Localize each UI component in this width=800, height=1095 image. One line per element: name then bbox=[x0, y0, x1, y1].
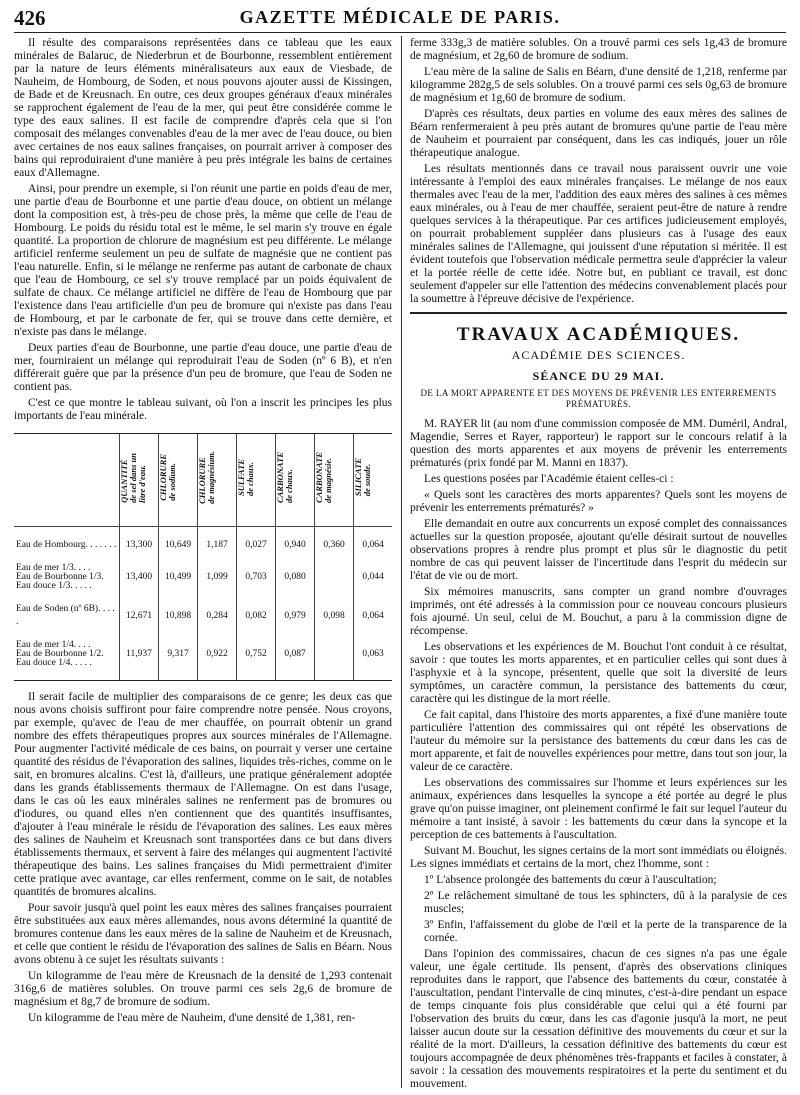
paragraph: Il résulte des comparaisons représentées dans ce tableau que les eaux minérales de Balaruc, de Niederbrun et de Bourbonne, ressemblent entièrement par la nature de leurs éléments minéralisateurs aux eaux de Viesbade, de Nauheim, de Hombourg, de Soden, et nous pouvons ajouter aussi de Kissingen, de Bade et de Kreusnach. En outre, ces deux groupes généraux d'eaux minérales se rapprochent également de l'eau de la mer, qui peut être considérée comme le type des eaux salines. Il est facile de comprendre d'après cela que si l'on composait des mélanges convenables d'eau de la mer avec de l'eau douce, ou bien avec certaines de nos eaux salines françaises, on pourrait arriver à composer des bains qui reproduiraient d'une manière à peu près intégrale les bains de certaines eaux d'Allemagne. bbox=[14, 37, 392, 179]
paragraph: C'est ce que montre le tableau suivant, où l'on a inscrit les principes les plus importants de l'eau minérale. bbox=[14, 397, 392, 422]
column-header bbox=[276, 434, 315, 527]
paragraph: Elle demandait en outre aux concurrents un exposé complet des connaissances actuelles sur la question proposée, ajoutant qu'elle désirait surtout de nouvelles observations propres à rendre plus prompt et plus sûr le diagnostic du petit nombre de cas qui peuvent laisser de l'incertitude dans l'esprit du médecin sur l'état de vie ou de mort. bbox=[410, 518, 787, 582]
table-cell: 0,284 bbox=[198, 603, 237, 629]
column-header bbox=[354, 434, 393, 527]
table-cell: 13,300 bbox=[120, 539, 159, 552]
column-header-text: CHLORURE de magnésium. bbox=[197, 451, 216, 504]
paragraph: D'après ces résultats, deux parties en volume des eaux mères des salines de Béarn renfermeraient à peu près autant de bromures qu'une partie de l'eau mère de Nauheim et pourraient par conséquent, dans les cas indiqués, jouer un rôle thérapeutique analogue. bbox=[410, 108, 787, 159]
table-cell: 0,940 bbox=[276, 539, 315, 552]
paragraph: Six mémoires manuscrits, sans compter un grand nombre d'ouvrages imprimés, ont été adressés à la commission pour ce nouveau concours plusieurs fois ajourné. Un seul, celui de M. Bouchut, a paru à la commission digne de récompense. bbox=[410, 586, 787, 637]
table-spacer bbox=[14, 668, 392, 680]
paragraph: Dans l'opinion des commissaires, chacun de ces signes n'a pas une égale valeur, une égale certitude. Ils pensent, d'après des observations cliniques reproduites dans le rapport, que l'absence des battements du cœur, constatée à l'auscultation, pendant l'intervalle de cinq minutes, c'est-à-dire pendant un espace de temps cinquante fois plus considérable que celui qui a été fourni par l'observation des bruits du cœur, dans les cas d'agonie jusqu'à la mort, ne peut laisser aucun doute sur la cessation définitive des mouvements du cœur et sur la réalité de la mort. D'ailleurs, la cessation définitive des battements du cœur est toujours accompagnée de deux phénomènes très-frappants et faciles à constater, à savoir : la cessation des mouvements respiratoires et la perte du sentiment et du mouvement. bbox=[410, 948, 787, 1090]
table-cell: 10,898 bbox=[159, 603, 198, 629]
table-row bbox=[14, 641, 392, 668]
paragraph: Il serait facile de multiplier des comparaisons de ce genre; les deux cas que nous avons choisis suffiront pour faire comprendre notre pensée. Nous croyons, par exemple, qu'avec de l'eau de mer chauffée, on pourrait obtenir un grand nombre des effets thérapeutiques propres aux sources minérales de l'Allemagne. Pour augmenter l'activité médicale de ces bains, on pourrait y verser une certaine quantité des résidus de l'évaporation des salines, liquides très-riches, comme on le sait, en bromures alcalins. C'est là, d'ailleurs, une pratique généralement adoptée dans les grands établissements thermaux de l'Allemagne. On est dans l'usage, dans le cas où les eaux minérales salines ne renferment pas de bromures ou d'iodures, ou quand elles n'en contiennent que des quantités insuffisantes, d'ajouter à l'eau minérale le résidu de l'évaporation des salines. Les eaux mères des salines de Nauheim et Kreusnach sont transportées dans ce but dans divers établissements thermaux, et servent à faire des mélanges qui augmentent l'activité thérapeutique des bains. Les salines françaises du Midi permettraient d'imiter cette pratique avec avantage, car elles renferment, comme on le sait, de notables quantités de bromures alcalins. bbox=[14, 691, 392, 898]
table-corner bbox=[14, 434, 120, 527]
row-label bbox=[14, 564, 120, 591]
row-label-line: Eau de Bourbonne 1/2. bbox=[16, 649, 104, 659]
table-cell: 0,027 bbox=[237, 539, 276, 552]
table-cell: 1,187 bbox=[198, 539, 237, 552]
session-date: SÉANCE DU 29 MAI. bbox=[532, 369, 665, 383]
column-header bbox=[120, 434, 159, 527]
table-row bbox=[14, 564, 392, 591]
row-label-line: Eau douce 1/4. . . . . bbox=[16, 658, 92, 668]
table-cell: 9,317 bbox=[159, 641, 198, 668]
table-row bbox=[14, 603, 392, 629]
table-cell: 0,064 bbox=[354, 539, 393, 552]
section-title: TRAVAUX ACADÉMIQUES. bbox=[456, 324, 741, 345]
table-cell: 11,937 bbox=[120, 641, 159, 668]
paragraph: Un kilogramme de l'eau mère de Kreusnach de la densité de 1,293 contenait 316g,6 de matières solubles. On trouve parmi ces sels 2g,6 de bromure de magnésium et 8g,7 de bromure de sodium. bbox=[14, 970, 392, 1008]
table-spacer bbox=[14, 591, 392, 603]
list-item: 2º Le relâchement simultané de tous les sphincters, dû à la paralysie de ces muscles; bbox=[424, 890, 787, 915]
paragraph: ferme 333g,3 de matière solubles. On a trouvé parmi ces sels 1g,43 de bromure de magnésium, et 2g,60 de bromure de sodium. bbox=[410, 37, 787, 62]
row-label: Eau de Hombourg. . . . . . . bbox=[16, 540, 117, 550]
table-cell: 10,499 bbox=[159, 564, 198, 591]
table-cell: 0,703 bbox=[237, 564, 276, 591]
table-cell: 12,671 bbox=[120, 603, 159, 629]
paragraph: Les questions posées par l'Académie étaient celles-ci : bbox=[424, 473, 674, 485]
table-cell: 0,087 bbox=[276, 641, 315, 668]
paragraph: Deux parties d'eau de Bourbonne, une partie d'eau douce, une partie d'eau de mer, fourniraient un mélange qui reproduirait l'eau de Soden (nº 6 B), et n'en différerait guère que par la présence d'un peu de bromure, que l'eau de Soden ne contient pas. bbox=[14, 342, 392, 393]
column-divider bbox=[401, 36, 402, 1088]
row-label bbox=[14, 641, 120, 668]
table-cell: 0,098 bbox=[315, 603, 354, 629]
column-header-text: CARBONATE de magnésie. bbox=[314, 451, 333, 504]
paragraph: « Quels sont les caractères des morts apparentes? Quels sont les moyens de prévenir les enterrements prématurés? » bbox=[410, 489, 787, 514]
table-cell: 0,752 bbox=[237, 641, 276, 668]
table-spacer bbox=[14, 527, 392, 540]
column-header bbox=[159, 434, 198, 527]
row-label-line: Eau douce 1/3. . . . . bbox=[16, 581, 92, 591]
table-cell: 0,979 bbox=[276, 603, 315, 629]
list-item: 1º L'absence prolongée des battements du cœur à l'auscultation; bbox=[424, 874, 717, 886]
row-label-line: Eau de mer 1/3. . . . bbox=[16, 563, 91, 573]
table-cell bbox=[315, 641, 354, 668]
right-column bbox=[410, 37, 787, 1094]
academy-heading: ACADÉMIE DES SCIENCES. bbox=[511, 348, 686, 362]
table-cell bbox=[315, 564, 354, 591]
paragraph: Ce fait capital, dans l'histoire des morts apparentes, a fixé d'une manière toute particulière l'attention des commissaires qui ont répété les observations de l'auteur du mémoire sur la persistance des battements du cœur dans les cas de mort apparente, et fait de nouvelles expériences pour mettre, dans tout son jour, la valeur de ce caractère. bbox=[410, 709, 787, 773]
list-item: 3º Enfin, l'affaissement du globe de l'œil et la perte de la transparence de la cornée. bbox=[424, 919, 787, 944]
page-number: 426 bbox=[14, 6, 46, 30]
table-cell: 0,064 bbox=[354, 603, 393, 629]
table-cell: 0,360 bbox=[315, 539, 354, 552]
table-cell: 0,082 bbox=[237, 603, 276, 629]
table-cell: 0,044 bbox=[354, 564, 393, 591]
column-header bbox=[315, 434, 354, 527]
paragraph: Les observations et les expériences de M. Bouchut l'ont conduit à ce résultat, savoir : que toutes les morts apparentes, et en particulier celles qui sont dues à l'asphyxie et à la syncope, présentent, quelle que soit la diversité de leurs symptômes, un caractère commun, la persistance des battements du cœur, caractère qui les distingue de la mort réelle. bbox=[410, 641, 787, 705]
paragraph: Les résultats mentionnés dans ce travail nous paraissent ouvrir une voie intéressante à l'emploi des eaux minérales françaises. Le mélange de nos eaux thermales avec l'eau de la mer, l'addition des eaux mères des salines à ces mêmes eaux minérales, ou à l'eau de mer chauffée, seraient peut-être de nature à rendre quelques services à la thérapeutique. Par ces artifices judicieusement employés, on pourrait probablement suppléer dans plusieurs cas à l'usage des eaux minérales salines de l'Allemagne, qui jouissent d'une réputation si méritée. Il est évident toutefois que l'observation médicale permettra seule d'apprécier la valeur et la portée réelle de cette idée. Notre but, en publiant ce travail, est donc seulement d'appeler sur elle l'attention des médecins convenablement placés pour la soumettre à l'épreuve décisive de l'expérience. bbox=[410, 163, 787, 305]
row-label-line: Eau de mer 1/4. . . . bbox=[16, 640, 91, 650]
topic-heading: DE LA MORT APPARENTE ET DES MOYENS DE PRÉVENIR LES ENTERREMENTS PRÉMATURÉS. bbox=[420, 388, 777, 409]
left-column bbox=[14, 37, 392, 1028]
paragraph: Ainsi, pour prendre un exemple, si l'on réunit une partie en poids d'eau de mer, une partie d'eau de Bourbonne et une partie d'eau douce, on obtient un mélange dont la composition est, à très-peu de chose près, la même que celle de l'eau de Hombourg. Le poids du résidu total est le même, le sel marin s'y trouve en égale quantité. La proportion de chlorure de magnésium est peu différente. Le mélange artificiel renferme seulement un peu de sulfate de magnésie que ne contient pas l'eau naturelle. Enfin, si le mélange ne renferme pas autant de carbonate de chaux que l'eau de Hombourg, ce sel s'y trouve remplacé par un poids équivalent de sulfate de chaux. Ce mélange artificiel ne diffère de l'eau de Hombourg que par l'existence dans l'eau artificielle d'un peu de bromure qui n'existe pas dans l'eau de Hombourg, et par le carbonate de fer, qui se trouve dans cette dernière, et n'existe pas dans le mélange. bbox=[14, 183, 392, 338]
column-header-text: SILICATE de soude. bbox=[353, 458, 372, 497]
column-header-text: QUANTITÉ de sel dans un litre d'eau. bbox=[119, 452, 147, 503]
column-header-text: CARBONATE de chaux. bbox=[275, 451, 294, 504]
table-cell: 0,063 bbox=[354, 641, 393, 668]
column-header bbox=[198, 434, 237, 527]
paragraph: M. RAYER lit (au nom d'une commission composée de MM. Duméril, Andral, Magendie, Serres et Rayer, rapporteur) le rapport sur le concours relatif à la question des morts apparentes et aux moyens de prévenir les enterrements prématurés (prix fondé par M. Manni en 1837). bbox=[410, 418, 787, 469]
table-cell: 0,922 bbox=[198, 641, 237, 668]
table-cell: 0,080 bbox=[276, 564, 315, 591]
paragraph: Suivant M. Bouchut, les signes certains de la mort sont immédiats ou éloignés. Les signes immédiats et certains de la mort, chez l'homme, sont : bbox=[410, 845, 787, 870]
column-header-text: SULFATE de chaux. bbox=[236, 458, 255, 496]
row-label-line: Eau de Bourbonne 1/3. bbox=[16, 572, 104, 582]
section-rule bbox=[410, 312, 787, 314]
table-cell: 1,099 bbox=[198, 564, 237, 591]
paragraph: Pour savoir jusqu'à quel point les eaux mères des salines françaises pourraient être substituées aux eaux mères allemandes, nous avons déterminé la quantité de bromures contenue dans les eaux mères de la saline de Nauheim et de Kreusnach, et celle que contient le résidu de l'évaporation des salines de Salis en Béarn. Nous avons obtenu à ce sujet les résultats suivants : bbox=[14, 902, 392, 966]
table-row bbox=[14, 539, 392, 552]
composition-table bbox=[14, 433, 392, 681]
column-header bbox=[237, 434, 276, 527]
paragraph: Un kilogramme de l'eau mère de Nauheim, d'une densité de 1,381, ren- bbox=[28, 1012, 356, 1024]
paragraph: Les observations des commissaires sur l'homme et leurs expériences sur les animaux, expériences dans lesquelles la syncope a été portée au degré le plus grave qu'on puisse imaginer, ont pleinement confirmé le fait sur lequel l'auteur du mémoire a tant insisté, à savoir : les battements du cœur dans la syncope et la perception de ces battements à l'auscultation. bbox=[410, 777, 787, 841]
page-header bbox=[14, 6, 786, 33]
row-label: Eau de Soden (nº 6B). . . . . bbox=[16, 604, 115, 627]
journal-title: GAZETTE MÉDICALE DE PARIS. bbox=[239, 7, 561, 27]
column-header-text: CHLORURE de sodium. bbox=[158, 454, 177, 501]
table-cell: 13,400 bbox=[120, 564, 159, 591]
paragraph: L'eau mère de la saline de Salis en Béarn, d'une densité de 1,218, renferme par kilogramme 282g,5 de sels solubles. On a trouvé parmi ces sels 0g,63 de bromure de magnésium et 1g,60 de bromure de sodium. bbox=[410, 66, 787, 104]
table-cell: 10,649 bbox=[159, 539, 198, 552]
table-header-row bbox=[14, 434, 392, 527]
